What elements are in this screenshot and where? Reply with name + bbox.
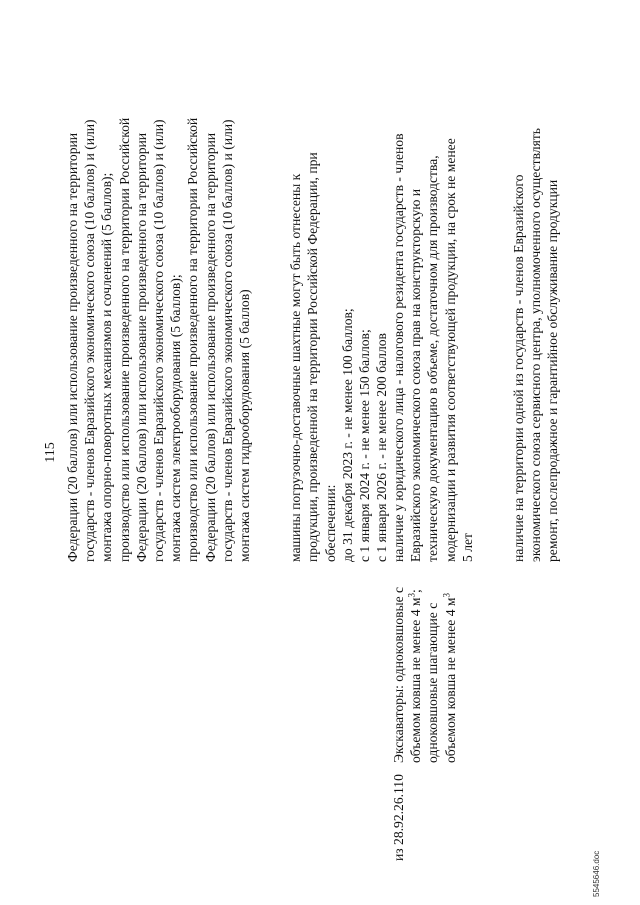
condition-line: Федерации (20 баллов) или использование произведенного на территории <box>65 132 80 562</box>
condition-line: наличие на территории одной из государств - членов Евразийского <box>511 174 527 562</box>
mine-machines-line: продукции, произведенной на территории Российской Федерации, при <box>305 152 321 562</box>
continued-conditions-block <box>64 22 390 562</box>
condition-line: государств - членов Евразийского экономического союза (10 баллов) и (или) <box>151 119 167 562</box>
mine-machines-line: до 31 декабря 2023 г. - не менее 100 баллов; <box>339 308 355 562</box>
condition-line: наличие у юридического лица - налогового резидента государств - членов <box>391 133 406 562</box>
condition-line: экономического союза сервисного центра, уполномоченного осуществлять <box>528 128 544 562</box>
condition-line: Евразийского экономического союза прав на конструкторскую и <box>408 188 424 562</box>
mine-machines-line: с 1 января 2026 г. - не менее 200 баллов <box>374 333 390 562</box>
mine-machines-line: машины погрузочно-доставочные шахтные могут быть отнесены к <box>288 173 304 562</box>
condition-line: государств - членов Евразийского экономического союза (10 баллов) и (или) <box>219 119 235 562</box>
condition-line: производство или использование произведенного на территории Российской <box>185 117 201 562</box>
condition-line: Федерации (20 баллов) или использование произведенного на территории <box>133 132 149 562</box>
condition-line: монтажа опорно-поворотных механизмов и сочленений (5 баллов); <box>99 172 115 562</box>
product-code: из 28.92.26.110 <box>391 774 406 861</box>
condition-line: Федерации (20 баллов) или использование произведенного на территории <box>202 132 218 562</box>
condition-line: 5 лет <box>459 533 475 562</box>
condition-line: техническую документацию в объеме, достаточном для производства, <box>425 155 441 562</box>
condition-line: монтажа систем электрооборудования (5 баллов); <box>168 274 184 562</box>
condition-line: модернизации и развития соответствующей продукции, на срок не менее <box>442 138 458 562</box>
product-name: Экскаваторы: одноковшовые с объемом ковша не менее 4 $м^3$; одноковшовые шагающие с объемом ковша не менее 4 $м^3$ <box>391 586 458 763</box>
production-conditions <box>390 22 562 562</box>
mine-machines-line: с 1 января 2024 г. - не менее 150 баллов; <box>357 329 373 562</box>
mine-machines-line: обеспечении: <box>322 484 338 562</box>
condition-line: ремонт, послепродажное и гарантийное обслуживание продукции <box>545 179 561 562</box>
page-number: 115 <box>43 442 58 463</box>
condition-line: производство или использование произведенного на территории Российской <box>116 117 132 562</box>
file-name: 5545646.doc <box>592 850 601 897</box>
condition-line: монтажа систем гидрооборудования (5 баллов) <box>237 289 253 562</box>
condition-line: государств - членов Евразийского экономического союза (10 баллов) и (или) <box>82 119 98 562</box>
